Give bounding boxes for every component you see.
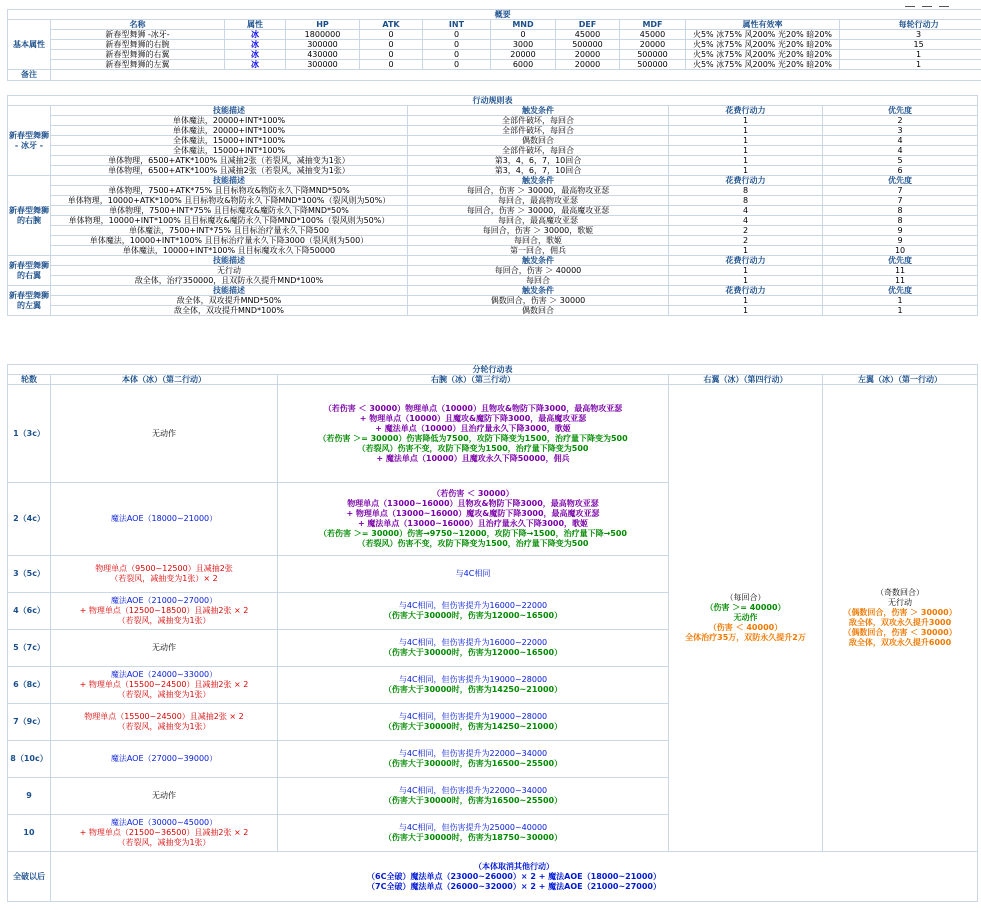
- table-row: [8, 196, 978, 206]
- overview-cell: 430000: [286, 50, 360, 60]
- rules-cell: 4: [823, 146, 978, 156]
- turn-body-action: [51, 556, 278, 593]
- overview-cell: 3: [840, 30, 981, 40]
- rules-cell: 单体物理，10000+ATK*100% 且目标物攻&物防永久下降MND*100%（裂风则为50%）: [51, 196, 408, 206]
- rules-cell: 单体物理，7500+INT*75% 且目标魔攻&魔防永久下降MND*50%: [51, 206, 408, 216]
- table-row: [8, 186, 978, 196]
- table-row: [8, 40, 981, 50]
- cell-line: 与4C相同，但伤害提升为16000~22000: [398, 601, 548, 610]
- rules-cell: 7: [823, 196, 978, 206]
- cell-line: （伤害 ＜ 40000）: [708, 623, 783, 632]
- cell-line: （若裂风，减抽变为1张）: [117, 838, 211, 847]
- overview-cell: 20000: [491, 50, 556, 60]
- overview-cell: 火5% 冰75% 风200% 光20% 暗20%: [686, 60, 840, 70]
- overview-cell: 20000: [556, 60, 620, 70]
- overview-cell: 0: [491, 30, 556, 40]
- after-break-row: [8, 852, 978, 902]
- rules-cell: 9: [823, 226, 978, 236]
- overview-cell: 新春型舞狮的右腕: [51, 40, 225, 50]
- rules-cell: 单体物理，10000+INT*100% 且目标魔攻&魔防永久下降MND*100%（裂风则为50%）: [51, 216, 408, 226]
- cell-line: （7C全破）魔法单点（26000~32000）× 2 + 魔法AOE（21000~27000）: [367, 881, 662, 891]
- overview-cell: 0: [360, 50, 423, 60]
- turn-arm-action: [278, 630, 669, 667]
- overview-cell: 0: [423, 30, 491, 40]
- rules-header: 触发条件: [408, 176, 669, 186]
- rules-cell: 每回合，伤害 ＞ 30000，最高物攻亚瑟: [408, 186, 669, 196]
- rules-title: 行动规则表: [8, 96, 978, 106]
- rules-cell: 每回合，最高魔攻亚瑟: [408, 216, 669, 226]
- overview-cell: 500000: [556, 40, 620, 50]
- table-row: [8, 136, 978, 146]
- table-row: [8, 306, 978, 316]
- rules-cell: 每回合，伤害 ＞ 40000: [408, 266, 669, 276]
- cell-line: 全体治疗35万，双防永久提升2万: [685, 633, 806, 642]
- table-row: [8, 236, 978, 246]
- turns-header-row: [8, 375, 978, 385]
- overview-cell: 45000: [556, 30, 620, 40]
- overview-cell: 0: [360, 40, 423, 50]
- cell-line: + 物理单点（12500~18500）且减抽2张 × 2: [79, 606, 249, 615]
- rules-group-label: 新春型舞狮 - 冰牙 -: [8, 106, 51, 176]
- turn-round: 4（6c）: [8, 593, 51, 630]
- overview-cell: 3000: [491, 40, 556, 50]
- cell-line: （偶数回合，伤害 ＞ 30000）: [843, 608, 957, 617]
- cell-line: 与4C相同: [455, 569, 491, 578]
- rules-cell: 单体魔法，20000+INT*100%: [51, 126, 408, 136]
- rules-cell: 单体物理，6500+ATK*100% 且减抽2张（若裂风，减抽变为1张）: [51, 166, 408, 176]
- rules-cell: 1: [669, 116, 823, 126]
- turn-body-action: [51, 667, 278, 704]
- rules-group-header: [8, 176, 978, 186]
- rules-cell: 1: [669, 146, 823, 156]
- rules-header: 花费行动力: [669, 176, 823, 186]
- cell-line: （若裂风）伤害不变，攻防下降变为1500，治疗量下降变为500: [357, 443, 589, 453]
- overview-cell: 6000: [491, 60, 556, 70]
- table-row: [8, 126, 978, 136]
- overview-cell: 300000: [286, 40, 360, 50]
- rules-cell: 10: [823, 246, 978, 256]
- turn-row: [8, 385, 978, 483]
- note-value: [51, 70, 981, 81]
- cell-line: + 物理单点（21500~36500）且减抽2张 × 2: [79, 828, 249, 837]
- cell-line: 与4C相同，但伤害提升为19000~28000: [398, 712, 548, 721]
- overview-cell: 新春型舞狮 -冰牙-: [51, 30, 225, 40]
- overview-cell: 火5% 冰75% 风200% 光20% 暗20%: [686, 50, 840, 60]
- cell-line: + 物理单点（13000~16000）魔攻&魔防下降3000，最高魔攻亚瑟: [346, 509, 600, 518]
- rules-cell: 偶数回合: [408, 306, 669, 316]
- rules-cell: 每回合，伤害 ＞ 30000，最高魔攻亚瑟: [408, 206, 669, 216]
- cell-line: （伤害大于30000时，伤害为12000~16500）: [383, 648, 563, 657]
- overview-cell: 500000: [620, 60, 686, 70]
- overview-header: INT: [423, 20, 491, 30]
- rules-cell: 1: [669, 276, 823, 286]
- rules-cell: 4: [669, 216, 823, 226]
- turn-body-action: [51, 815, 278, 852]
- cell-line: （伤害大于30000时，伤害为14250~21000）: [383, 685, 563, 694]
- cell-line: （伤害大于30000时，伤害为12000~16500）: [383, 611, 563, 620]
- cell-line: + 魔法单点（13000~16000）且治疗量永久下降3000，歌姬: [357, 519, 589, 528]
- turn-round: 10: [8, 815, 51, 852]
- rules-cell: 9: [823, 236, 978, 246]
- rules-cell: 全部件破坏，每回合: [408, 146, 669, 156]
- turn-arm-action: [278, 556, 669, 593]
- cell-line: （若伤害 ＜ 30000）: [432, 489, 514, 498]
- rules-header: 花费行动力: [669, 106, 823, 116]
- rules-cell: 7: [823, 186, 978, 196]
- overview-cell: 火5% 冰75% 风200% 光20% 暗20%: [686, 30, 840, 40]
- turn-round: 9: [8, 778, 51, 815]
- rules-cell: 全部件破坏，每回合: [408, 126, 669, 136]
- overview-cell: 0: [423, 40, 491, 50]
- table-row: [8, 226, 978, 236]
- close-icon[interactable]: [939, 0, 949, 7]
- rules-cell: 每回合，伤害 ＞ 30000，歌姬: [408, 226, 669, 236]
- rules-cell: 1: [669, 266, 823, 276]
- cell-line: 无动作: [733, 613, 758, 622]
- overview-header: DEF: [556, 20, 620, 30]
- rules-header: 触发条件: [408, 106, 669, 116]
- turn-body-action: [51, 593, 278, 630]
- rules-cell: 2: [669, 236, 823, 246]
- turn-body-action: [51, 741, 278, 778]
- cell-line: （奇数回合）: [876, 588, 925, 597]
- turn-arm-action: [278, 483, 669, 556]
- turns-header: 右腕（冰）（第三行动）: [278, 375, 669, 385]
- cell-line: 物理单点（13000~16000）且物攻&物防下降3000，最高物攻亚瑟: [347, 499, 599, 508]
- cell-line: + 魔法单点（10000）且魔攻永久下降50000，佣兵: [376, 453, 570, 463]
- cell-line: 敌全体，双攻永久提升6000: [848, 638, 952, 647]
- overview-header: MDF: [620, 20, 686, 30]
- rules-cell: 敌全体，治疗350000，且双防永久提升MND*100%: [51, 276, 408, 286]
- rules-cell: 8: [669, 196, 823, 206]
- rules-cell: 敌全体，双攻提升MND*100%: [51, 306, 408, 316]
- turn-body-action: [51, 704, 278, 741]
- overview-cell: 0: [423, 50, 491, 60]
- rules-cell: 1: [669, 306, 823, 316]
- overview-header: 每轮行动力: [840, 20, 981, 30]
- cell-line: 敌全体，双攻永久提升3000: [848, 618, 952, 627]
- after-break-label: 全破以后: [8, 852, 51, 902]
- rules-cell: 1: [669, 296, 823, 306]
- overview-cell: 20000: [620, 40, 686, 50]
- rules-header: 优先度: [823, 256, 978, 266]
- rules-cell: 6: [823, 166, 978, 176]
- rules-cell: 1: [669, 166, 823, 176]
- rules-cell: 1: [669, 126, 823, 136]
- cell-line: （若伤害 ＞= 30000）伤害降低为7500，攻防下降变为1500，治疗量下降变为500: [318, 433, 628, 443]
- cell-line: 魔法AOE（18000~21000）: [110, 514, 218, 523]
- rules-cell: 3: [823, 126, 978, 136]
- rules-cell: 1: [669, 246, 823, 256]
- cell-line: （若伤害 ＞= 30000）伤害→9750~12000，攻防下降→1500，治疗量下降→500: [319, 529, 627, 538]
- overview-cell: 500000: [620, 50, 686, 60]
- cell-line: 魔法AOE（21000~27000）: [110, 596, 218, 605]
- rules-cell: 无行动: [51, 266, 408, 276]
- rules-header: 技能描述: [51, 286, 408, 296]
- turn-body-action: [51, 778, 278, 815]
- cell-line: 与4C相同，但伤害提升为25000~40000: [398, 823, 548, 832]
- cell-line: （伤害大于30000时，伤害为16500~25500）: [383, 759, 563, 768]
- cell-line: 无行动: [888, 598, 913, 607]
- cell-line: （伤害 ＞= 40000）: [705, 603, 786, 612]
- turn-arm-action: [278, 741, 669, 778]
- cell-line: 与4C相同，但伤害提升为16000~22000: [398, 638, 548, 647]
- cell-line: 与4C相同，但伤害提升为22000~34000: [398, 749, 548, 758]
- minimize-icon[interactable]: [905, 0, 915, 7]
- restore-icon[interactable]: [922, 0, 932, 7]
- turn-round: 1（3c）: [8, 385, 51, 483]
- overview-table: [7, 9, 981, 81]
- cell-line: + 物理单点（15500~24500）且减抽2张 × 2: [79, 680, 249, 689]
- overview-cell: 0: [360, 60, 423, 70]
- cell-line: 与4C相同，但伤害提升为19000~28000: [398, 675, 548, 684]
- turn-round: 5（7c）: [8, 630, 51, 667]
- cell-line: （若伤害 ＜ 30000）物理单点（10000）且物攻&物防下降3000，最高物攻亚瑟: [323, 403, 623, 413]
- cell-line: + 魔法单点（10000）且治疗量永久下降3000，歌姬: [375, 423, 571, 433]
- rules-cell: 单体魔法，20000+INT*100%: [51, 116, 408, 126]
- table-row: [8, 116, 978, 126]
- turn-arm-action: [278, 385, 669, 483]
- table-row: [8, 296, 978, 306]
- overview-cell: 冰: [225, 30, 286, 40]
- window-topbar: [0, 0, 981, 8]
- rules-cell: 8: [669, 186, 823, 196]
- rules-group-header: [8, 106, 978, 116]
- cell-line: 无动作: [152, 428, 176, 438]
- rules-cell: 单体物理，6500+ATK*100% 且减抽2张（若裂风，减抽变为1张）: [51, 156, 408, 166]
- rules-cell: 全体魔法，15000+INT*100%: [51, 136, 408, 146]
- overview-header: HP: [286, 20, 360, 30]
- overview-header: ATK: [360, 20, 423, 30]
- cell-line: 魔法AOE（30000~45000）: [110, 818, 218, 827]
- rules-cell: 单体魔法，10000+INT*100% 且目标魔攻永久下降50000: [51, 246, 408, 256]
- rules-header: 花费行动力: [669, 286, 823, 296]
- turn-body-action: [51, 385, 278, 483]
- rules-cell: 偶数回合: [408, 136, 669, 146]
- turn-arm-action: [278, 593, 669, 630]
- overview-cell: 新春型舞狮的左翼: [51, 60, 225, 70]
- overview-title: 概要: [8, 10, 981, 20]
- overview-cell: 15: [840, 40, 981, 50]
- rules-header: 优先度: [823, 106, 978, 116]
- rules-cell: 偶数回合，伤害 ＞ 30000: [408, 296, 669, 306]
- rules-header: 技能描述: [51, 176, 408, 186]
- table-row: [8, 266, 978, 276]
- turns-header: 轮数: [8, 375, 51, 385]
- turn-body-action: [51, 630, 278, 667]
- cell-line: 物理单点（15500~24500）且减抽2张 × 2: [84, 712, 244, 721]
- overview-cell: 1800000: [286, 30, 360, 40]
- table-row: [8, 276, 978, 286]
- rules-cell: 1: [669, 156, 823, 166]
- cell-line: 魔法AOE（27000~39000）: [110, 754, 218, 763]
- rules-cell: 11: [823, 266, 978, 276]
- turn-arm-action: [278, 778, 669, 815]
- turn-round: 2（4c）: [8, 483, 51, 556]
- cell-line: （若裂风，减抽变为1张）: [117, 690, 211, 699]
- rules-cell: 1: [669, 136, 823, 146]
- rules-cell: 全部件破坏，每回合: [408, 116, 669, 126]
- table-row: [8, 60, 981, 70]
- rules-cell: 1: [823, 296, 978, 306]
- note-label: 备注: [8, 70, 51, 81]
- overview-cell: 冰: [225, 50, 286, 60]
- table-row: [8, 30, 981, 40]
- turns-header: 左翼（冰）（第一行动）: [823, 375, 978, 385]
- cell-line: （伤害大于30000时，伤害为16500~25500）: [383, 796, 563, 805]
- cell-line: （若裂风，减抽变为1张）× 2: [110, 574, 218, 583]
- rules-cell: 11: [823, 276, 978, 286]
- turns-header: 本体（冰）（第二行动）: [51, 375, 278, 385]
- overview-cell: 0: [360, 30, 423, 40]
- cell-line: （每回合）: [725, 593, 766, 602]
- table-row: [8, 166, 978, 176]
- turn-round: 3（5c）: [8, 556, 51, 593]
- rules-header: 技能描述: [51, 106, 408, 116]
- turn-round: 6（8c）: [8, 667, 51, 704]
- rules-cell: 第3，4，6，7，10回合: [408, 156, 669, 166]
- cell-line: （若裂风）伤害不变，攻防下降变为1500，治疗量下降变为500: [357, 539, 589, 548]
- turn-arm-action: [278, 667, 669, 704]
- rules-header: 优先度: [823, 176, 978, 186]
- overview-header: 属性有效率: [686, 20, 840, 30]
- cell-line: （若裂风，减抽变为1张）: [117, 722, 211, 731]
- turn-round: 7（9c）: [8, 704, 51, 741]
- overview-cell: 1: [840, 60, 981, 70]
- after-break-action: [51, 852, 978, 902]
- cell-line: （伤害大于30000时，伤害为14250~21000）: [383, 722, 563, 731]
- cell-line: （伤害大于30000时，伤害为18750~30000）: [383, 833, 563, 842]
- rules-group-header: [8, 256, 978, 266]
- right-wing-action: [669, 385, 823, 852]
- rules-header: 触发条件: [408, 256, 669, 266]
- table-row: [8, 146, 978, 156]
- rules-cell: 敌全体，双攻提升MND*50%: [51, 296, 408, 306]
- overview-cell: 火5% 冰75% 风200% 光20% 暗20%: [686, 40, 840, 50]
- cell-line: 无动作: [152, 791, 176, 800]
- rules-cell: 每回合，最高物攻亚瑟: [408, 196, 669, 206]
- cell-line: （偶数回合，伤害 ＜ 30000）: [843, 628, 957, 637]
- cell-line: 物理单点（9500~12500）且减抽2张: [95, 564, 233, 573]
- rules-header: 优先度: [823, 286, 978, 296]
- rules-cell: 第一回合，佣兵: [408, 246, 669, 256]
- cell-line: 与4C相同，但伤害提升为22000~34000: [398, 786, 548, 795]
- overview-header: MND: [491, 20, 556, 30]
- turns-table: [7, 364, 978, 902]
- rules-cell: 2: [823, 116, 978, 126]
- rules-group-label: 新春型舞狮的右腕: [8, 176, 51, 256]
- rules-header: 花费行动力: [669, 256, 823, 266]
- cell-line: 无动作: [152, 643, 176, 652]
- rules-cell: 1: [823, 306, 978, 316]
- overview-cell: 冰: [225, 60, 286, 70]
- rules-cell: 第3，4，6，7，10回合: [408, 166, 669, 176]
- table-row: [8, 246, 978, 256]
- basic-attr-label: 基本属性: [8, 20, 51, 70]
- rules-cell: 单体物理，7500+ATK*75% 且目标物攻&物防永久下降MND*50%: [51, 186, 408, 196]
- overview-cell: 1: [840, 50, 981, 60]
- table-row: [8, 156, 978, 166]
- rules-group-header: [8, 286, 978, 296]
- turn-body-action: [51, 483, 278, 556]
- rules-header: 技能描述: [51, 256, 408, 266]
- turns-title: 分轮行动表: [8, 365, 978, 375]
- rules-cell: 8: [823, 216, 978, 226]
- turn-arm-action: [278, 815, 669, 852]
- cell-line: （若裂风，减抽变为1张）: [117, 616, 211, 625]
- overview-cell: 冰: [225, 40, 286, 50]
- cell-line: （6C全破）魔法单点（23000~26000）× 2 + 魔法AOE（18000~21000）: [367, 871, 662, 881]
- left-wing-action: [823, 385, 978, 852]
- turn-arm-action: [278, 704, 669, 741]
- overview-cell: 300000: [286, 60, 360, 70]
- table-row: [8, 216, 978, 226]
- rules-group-label: 新春型舞狮的左翼: [8, 286, 51, 316]
- rules-cell: 8: [823, 206, 978, 216]
- rules-header: 触发条件: [408, 286, 669, 296]
- overview-cell: 0: [423, 60, 491, 70]
- rules-cell: 5: [823, 156, 978, 166]
- rules-group-label: 新春型舞狮的右翼: [8, 256, 51, 286]
- overview-header: 属性: [225, 20, 286, 30]
- cell-line: （本体取消其他行动）: [474, 861, 555, 871]
- overview-cell: 20000: [556, 50, 620, 60]
- overview-cell: 45000: [620, 30, 686, 40]
- rules-cell: 4: [669, 206, 823, 216]
- rules-cell: 4: [823, 136, 978, 146]
- rules-table: [7, 95, 978, 316]
- rules-cell: 单体魔法，10000+INT*100% 且目标治疗量永久下降3000（裂风则为500）: [51, 236, 408, 246]
- rules-cell: 单体魔法，7500+INT*75% 且目标治疗量永久下降500: [51, 226, 408, 236]
- rules-cell: 全体魔法，15000+INT*100%: [51, 146, 408, 156]
- cell-line: + 物理单点（10000）且魔攻&魔防下降3000，最高魔攻亚瑟: [359, 413, 587, 423]
- turn-round: 8（10c）: [8, 741, 51, 778]
- turns-header: 右翼（冰）（第四行动）: [669, 375, 823, 385]
- rules-cell: 每回合: [408, 276, 669, 286]
- rules-cell: 每回合，歌姬: [408, 236, 669, 246]
- table-row: [8, 206, 978, 216]
- cell-line: 魔法AOE（24000~33000）: [110, 670, 218, 679]
- overview-header: 名称: [51, 20, 225, 30]
- rules-cell: 2: [669, 226, 823, 236]
- table-row: [8, 50, 981, 60]
- overview-cell: 新春型舞狮的右翼: [51, 50, 225, 60]
